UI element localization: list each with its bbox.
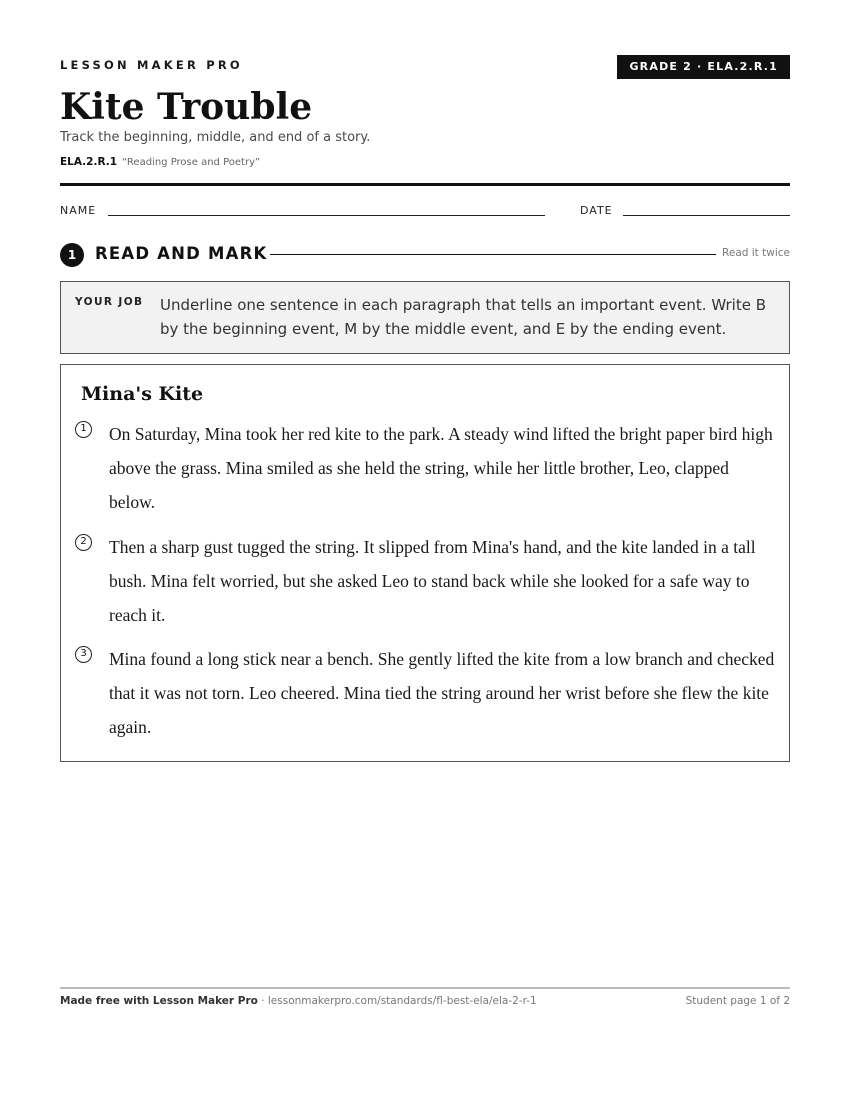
section-note: Read it twice [722,247,790,259]
grade-badge: GRADE 2 · ELA.2.R.1 [617,55,790,79]
date-field[interactable] [623,215,790,216]
name-label: NAME [60,204,97,217]
footer-made-with: Made free with Lesson Maker Pro [60,995,258,1007]
standard-name: “Reading Prose and Poetry” [122,157,261,168]
section-divider [270,254,716,255]
name-date-fields [60,202,790,222]
name-field[interactable] [108,215,545,216]
footer-page-number: Student page 1 of 2 [685,995,790,1007]
paragraph-number: 1 [75,421,92,438]
instructions-text: Underline one sentence in each paragraph that tells an important event. Write B by the beginning event, M by the middle event, and E by the ending event. [160,296,766,338]
section-number-badge: 1 [60,243,84,267]
page-subtitle: Track the beginning, middle, and end of a story. [60,130,371,145]
paragraph-text[interactable]: On Saturday, Mina took her red kite to the park. A steady wind lifted the bright paper bird high above the grass. Mina smiled as she held the string, while her little brother, Leo, clapped below. [109,424,773,512]
page-title: Kite Trouble [60,86,313,128]
section-title: READ AND MARK [95,244,268,263]
footer-url[interactable]: · lessonmakerpro.com/standards/fl-best-ela/ela-2-r-1 [257,995,537,1007]
instructions-label: YOUR JOB [75,296,144,308]
paragraph-text[interactable]: Mina found a long stick near a bench. She gently lifted the kite from a low branch and checked that it was not torn. Leo cheered. Mina tied the string around her wrist before she flew the kite again. [109,649,775,737]
paragraph-number: 2 [75,534,92,551]
paragraph-number: 3 [75,646,92,663]
story-title: Mina's Kite [81,383,204,405]
worksheet-page [60,0,790,1100]
brand-name: LESSON MAKER PRO [60,58,243,72]
paragraph-text[interactable]: Then a sharp gust tugged the string. It slipped from Mina's hand, and the kite landed in a tall bush. Mina felt worried, but she asked Leo to stand back while she looked for a safe way to reach it. [109,537,756,625]
footer-credit [60,995,537,1007]
instructions-box [60,281,790,354]
story-box [60,364,790,762]
footer-divider [60,987,790,989]
section-header [60,242,790,266]
standard-code: ELA.2.R.1 [60,156,118,168]
date-label: DATE [580,204,613,217]
header-divider [60,183,790,186]
standard-line [60,156,260,168]
